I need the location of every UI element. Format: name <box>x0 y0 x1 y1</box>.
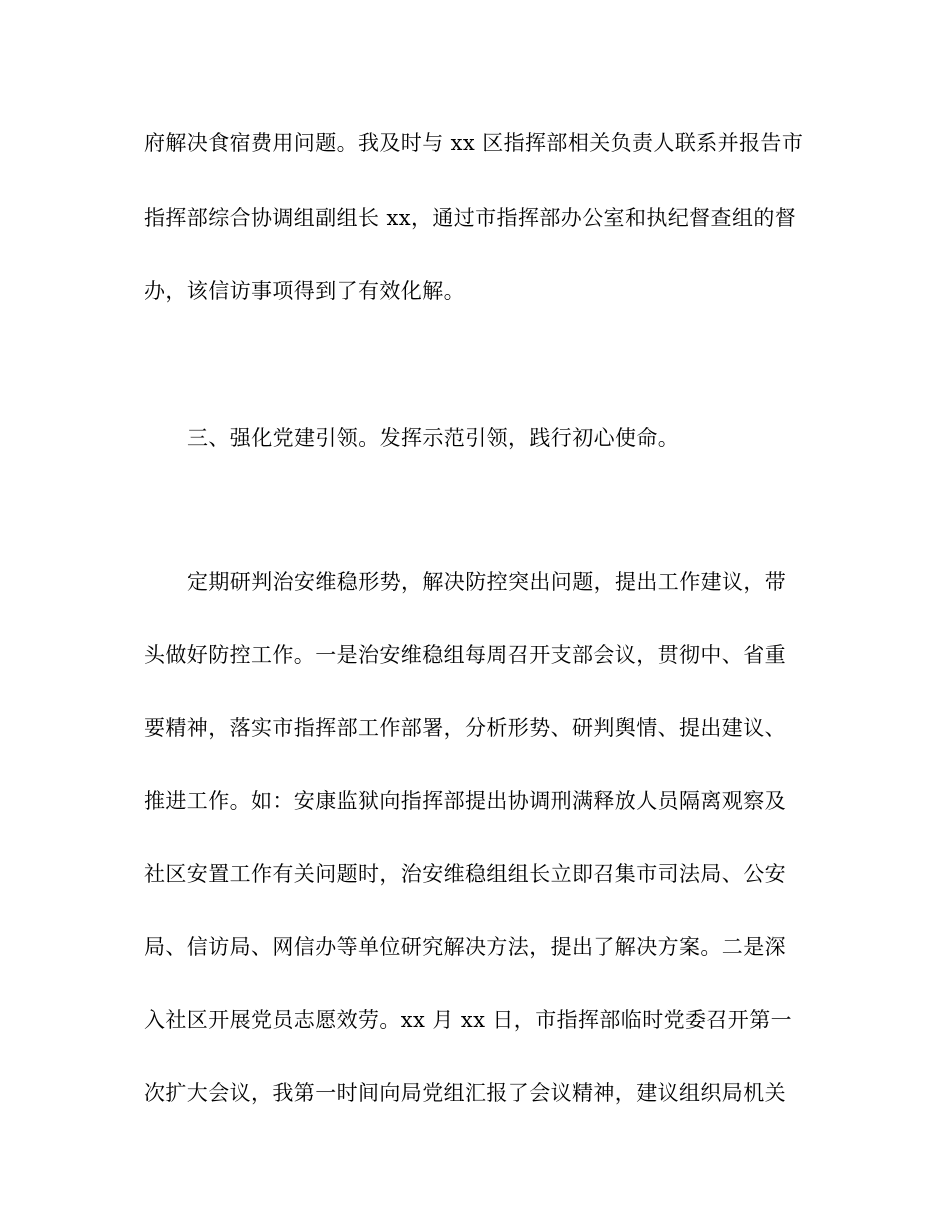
paragraph-line: 头做好防控工作。一是治安维稳组每周召开支部会议，贯彻中、省重 <box>144 643 786 667</box>
paragraph-line: 指挥部综合协调组副组长 xx，通过市指挥部办公室和执纪督查组的督 <box>144 206 797 230</box>
paragraph-line: 社区安置工作有关问题时，治安维稳组组长立即召集市司法局、公安 <box>144 862 786 886</box>
paragraph-line: 推进工作。如：安康监狱向指挥部提出协调刑满释放人员隔离观察及 <box>144 789 786 813</box>
paragraph-line: 入社区开展党员志愿效劳。xx 月 xx 日，市指挥部临时党委召开第一 <box>144 1008 792 1032</box>
paragraph-line: 府解决食宿费用问题。我及时与 xx 区指挥部相关负责人联系并报告市 <box>144 131 804 155</box>
paragraph-line: 局、信访局、网信办等单位研究解决方法，提出了解决方案。二是深 <box>144 935 786 959</box>
section-heading-3: 三、强化党建引领。发挥示范引领，践行初心使命。 <box>187 426 680 450</box>
paragraph-line: 次扩大会议，我第一时间向局党组汇报了会议精神，建议组织局机关 <box>144 1081 786 1105</box>
paragraph-line: 办，该信访事项得到了有效化解。 <box>144 279 465 303</box>
paragraph-line: 要精神，落实市指挥部工作部署，分析形势、研判舆情、提出建议、 <box>144 716 786 740</box>
paragraph-line: 定期研判治安维稳形势，解决防控突出问题，提出工作建议，带 <box>187 570 787 594</box>
